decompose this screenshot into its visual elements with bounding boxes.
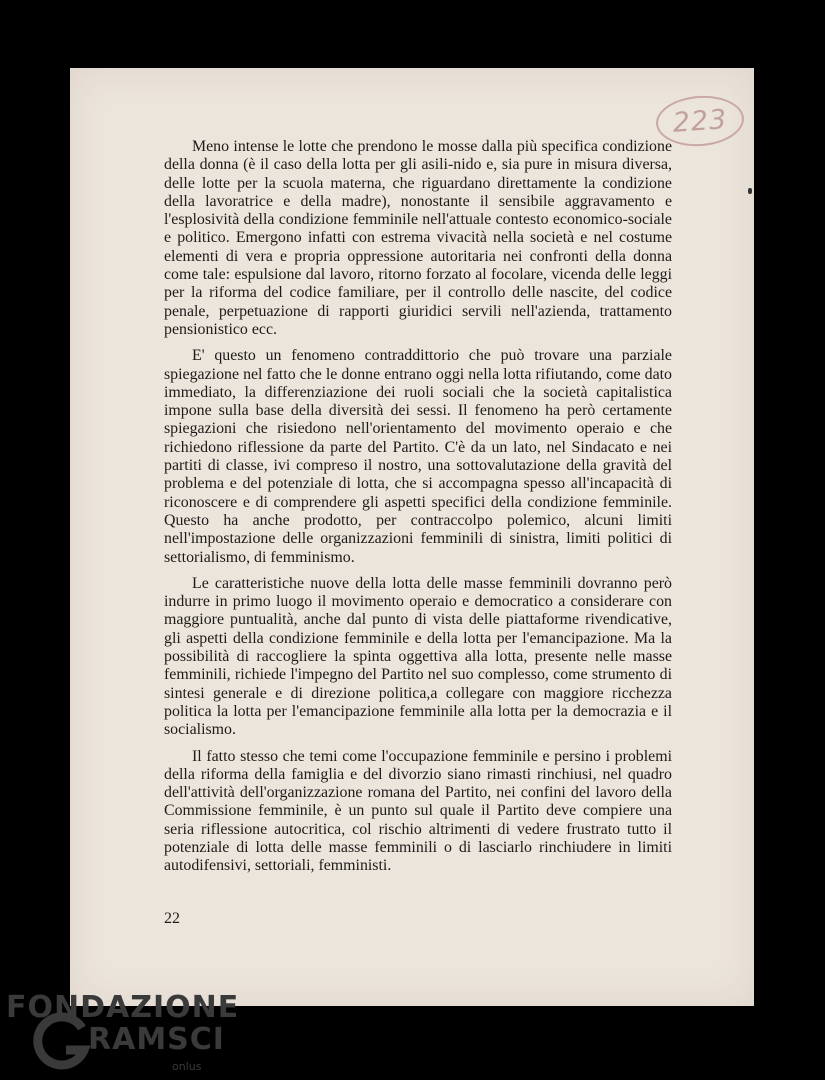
stamp-number: 223 xyxy=(671,103,729,139)
logo-onlus: onlus xyxy=(172,1060,202,1073)
ink-mark xyxy=(748,188,752,194)
body-text xyxy=(164,138,672,884)
paragraph-2: E' questo un fenomeno contraddittorio che può trovare una parziale spiegazione nel fatto che le donne entrano oggi nella lotta rifiutando, come dato immediato, la differenziazione dei ruoli sociali che la società capitalistica impone sulla base della diversità dei sessi. Il fenomeno ha però certamente spiegazioni che risiedono nell'orientamento del movimento operaio e che richiedono riflessione da parte del Partito. C'è da un lato, nel Sindacato e nei partiti di classe, ivi compreso il nostro, una sottovalutazione della gravità del problema e del potenziale di lotta, che si accompagna spesso all'incapacità di riconoscere e di comprendere gli aspetti specifici della condizione femminile. Questo ha anche prodotto, per contraccolpo polemico, alcuni limiti nell'impostazione delle organizzazioni femminili di sinistra, limiti politici di settorialismo, di femminismo. xyxy=(164,347,672,566)
logo-g-icon xyxy=(30,1010,92,1072)
document-page xyxy=(70,68,754,1006)
paragraph-4: Il fatto stesso che temi come l'occupazione femminile e persino i problemi della riforma della famiglia e del divorzio siano rimasti rinchiusi, nel quadro dell'attività dell'organizzazione romana del Partito, nei confini del lavoro della Commissione femminile, è un punto sul quale il Partito deve compiere una seria riflessione autocritica, col rischio altrimenti di vedere frustrato tutto il potenziale di lotta delle masse femminili o di lasciarlo rinchiudere in limiti autodifensivi, settoriali, femministi. xyxy=(164,747,672,875)
fondazione-gramsci-logo xyxy=(6,988,240,1080)
logo-line-2: RAMSCI xyxy=(88,1022,225,1057)
paragraph-1: Meno intense le lotte che prendono le mosse dalla più specifica condizione della donna (è il caso della lotta per gli asili-nido e, sia pure in misura diversa, delle lotte per la scuola materna, che riguardano direttamente la condizione della lavoratrice e della madre), nonostante il sensibile aggravamento e l'esplosività della condizione femminile nell'attuale contesto economico-sociale e politico. Emergono infatti con estrema vivacità nella società e nel costume elementi di vera e propria oppressione autoritaria nei confronti della donna come tale: espulsione dal lavoro, ritorno forzato al focolare, vicenda delle leggi per la riforma del codice familiare, per il controllo delle nascite, del codice penale, perpetuazione di rapporti giuridici servili nell'azienda, trattamento pensionistico ecc. xyxy=(164,138,672,338)
paragraph-3: Le caratteristiche nuove della lotta delle masse femminili dovranno però indurre in primo luogo il movimento operaio e democratico a considerare con maggiore puntualità, anche dal punto di vista delle piattaforme rivendicative, gli aspetti della condizione femminile e della lotta per l'emancipazione. Ma la possibilità di raccogliere la spinta oggettiva alla lotta, presente nelle masse femminili, richiede l'impegno del Partito nel suo complesso, come strumento di sintesi generale e di direzione politica,a collegare con maggiore ricchezza politica la lotta per l'emancipazione femminile alla lotta per la democrazia e il socialismo. xyxy=(164,574,672,739)
logo-line-1: FONDAZIONE xyxy=(6,990,240,1025)
page-number: 22 xyxy=(164,910,180,927)
